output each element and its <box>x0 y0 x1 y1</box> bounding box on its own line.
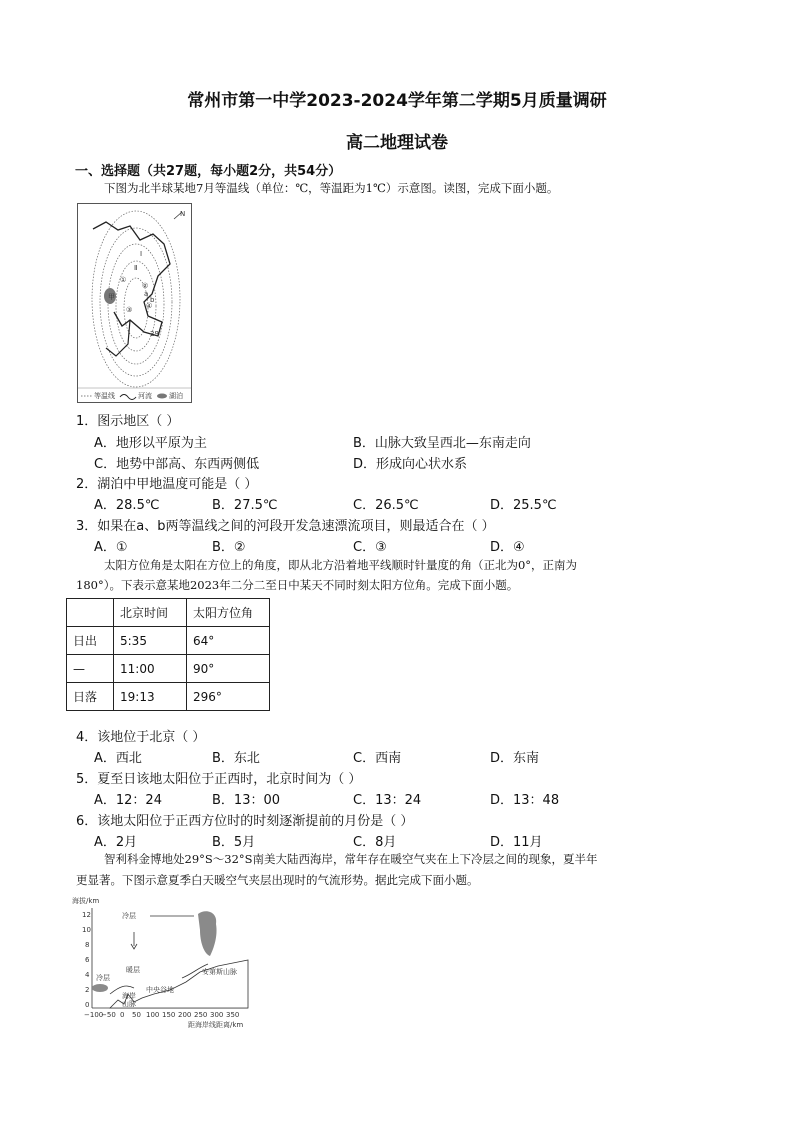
q5-option-a[interactable]: A．12：24 <box>94 793 162 808</box>
q2-option-d[interactable]: D．25.5℃ <box>490 498 557 513</box>
q2-option-c[interactable]: C．26.5℃ <box>353 498 419 513</box>
table-cell: 90° <box>187 655 270 683</box>
page-subtitle: 高二地理试卷 <box>346 133 448 153</box>
table-cell: 11:00 <box>114 655 187 683</box>
intro-paragraph-1: 下图为北半球某地7月等温线（单位：℃，等温距为1℃）示意图。读图，完成下面小题。 <box>104 181 559 195</box>
q1-option-d[interactable]: D．形成向心状水系 <box>353 457 468 472</box>
x-tick-label: 150 <box>162 1011 176 1019</box>
y-tick-label: 10 <box>82 926 91 934</box>
question-2: 2．湖泊中甲地温度可能是（ ） <box>76 477 258 492</box>
q2-option-b[interactable]: B．27.5℃ <box>212 498 278 513</box>
question-4: 4．该地位于北京（ ） <box>76 730 206 745</box>
y-tick-label: 0 <box>85 1001 90 1009</box>
map-label-ii: Ⅱ <box>134 264 138 272</box>
warm-layer-label: 暖层 <box>126 966 140 974</box>
map-label-4: ④ <box>146 302 153 310</box>
legend-river-label: 河流 <box>138 392 152 400</box>
table-cell: 日落 <box>67 683 114 711</box>
question-6: 6．该地太阳位于正西方位时的时刻逐渐提前的月份是（ ） <box>76 814 414 829</box>
intro-paragraph-2-line2: 180°）。下表示意某地2023年二分二至日中某天不同时刻太阳方位角。完成下面小题。 <box>76 578 519 592</box>
isotherm-map <box>77 203 192 403</box>
isotherm-map-svg <box>78 204 191 402</box>
table-cell: 19:13 <box>114 683 187 711</box>
q1-option-a[interactable]: A．地形以平原为主 <box>94 436 207 451</box>
andes-label: 安第斯山脉 <box>202 968 237 976</box>
legend-river-icon <box>120 395 136 400</box>
x-tick-label: 50 <box>132 1011 141 1019</box>
q1-option-c[interactable]: C．地势中部高、东西两侧低 <box>94 457 260 472</box>
q6-option-d[interactable]: D．11月 <box>490 835 543 850</box>
river-line <box>93 222 170 336</box>
table-cell: 64° <box>187 627 270 655</box>
question-1: 1．图示地区（ ） <box>76 414 180 429</box>
map-label-1: ① <box>120 276 127 284</box>
question-3: 3．如果在a、b两等温线之间的河段开发急速漂流项目，则最适合在（ ） <box>76 519 495 534</box>
lower-cold-air-mass <box>92 984 108 992</box>
q3-option-b[interactable]: B．② <box>212 540 246 555</box>
airflow-figure-svg <box>70 894 250 1030</box>
q6-option-a[interactable]: A．2月 <box>94 835 138 850</box>
q5-option-d[interactable]: D．13：48 <box>490 793 560 808</box>
q2-option-a[interactable]: A．28.5℃ <box>94 498 160 513</box>
q3-option-d[interactable]: D．④ <box>490 540 525 555</box>
table-row <box>67 627 270 655</box>
x-tick-label: 250 <box>194 1011 208 1019</box>
map-label-29: 29 <box>150 330 159 338</box>
table-cell: 日出 <box>67 627 114 655</box>
x-tick-label: 300 <box>210 1011 224 1019</box>
table-cell: 5:35 <box>114 627 187 655</box>
upper-cold-air-mass <box>198 911 217 956</box>
q3-option-c[interactable]: C．③ <box>353 540 387 555</box>
q6-option-c[interactable]: C．8月 <box>353 835 397 850</box>
table-cell: 296° <box>187 683 270 711</box>
section-heading: 一、选择题（共27题，每小题2分，共54分） <box>75 164 342 179</box>
coastal-mountain-label: 山脉 <box>122 1000 136 1008</box>
y-tick-label: 8 <box>85 941 90 949</box>
q5-option-c[interactable]: C．13：24 <box>353 793 422 808</box>
north-label: N <box>180 210 186 218</box>
cold-layer-lower-label: 冷层 <box>96 974 110 982</box>
map-label-b: b <box>150 296 155 304</box>
table-header-cell: 北京时间 <box>114 599 187 627</box>
map-label-jia: 甲 <box>108 293 115 301</box>
q6-option-b[interactable]: B．5月 <box>212 835 256 850</box>
x-tick-label: 200 <box>178 1011 192 1019</box>
y-tick-label: 12 <box>82 911 91 919</box>
q1-option-b[interactable]: B．山脉大致呈西北—东南走向 <box>353 436 531 451</box>
q4-option-d[interactable]: D．东南 <box>490 751 540 766</box>
sun-azimuth-table <box>66 598 270 711</box>
x-tick-label: −100 <box>84 1011 104 1019</box>
map-label-a: a <box>144 290 149 298</box>
question-5: 5．夏至日该地太阳位于正西时，北京时间为（ ） <box>76 772 362 787</box>
q4-option-b[interactable]: B．东北 <box>212 751 260 766</box>
table-header-cell: 太阳方位角 <box>187 599 270 627</box>
table-header-cell <box>67 599 114 627</box>
central-valley-label: 中央谷地 <box>146 986 174 994</box>
x-tick-label: −50 <box>101 1011 116 1019</box>
intro-paragraph-3-line2: 更显著。下图示意夏季白天暖空气夹层出现时的气流形势。据此完成下面小题。 <box>76 873 479 887</box>
legend-lake-label: 湖泊 <box>169 392 183 400</box>
table-header-row <box>67 599 270 627</box>
q4-option-a[interactable]: A．西北 <box>94 751 142 766</box>
legend-isotherm-label: 等温线 <box>94 392 115 400</box>
legend-lake-icon <box>157 394 167 399</box>
table-row <box>67 655 270 683</box>
coastal-label: 海岸 <box>122 992 136 1000</box>
table-row <box>67 683 270 711</box>
map-label-3: ③ <box>126 306 133 314</box>
intro-paragraph-3-line1: 智利科金博地处29°S～32°S南美大陆西海岸，常年存在暖空气夹在上下冷层之间的现象，夏半年 <box>104 852 598 866</box>
q3-option-a[interactable]: A．① <box>94 540 128 555</box>
q4-option-c[interactable]: C．西南 <box>353 751 402 766</box>
intro-paragraph-2-line1: 太阳方位角是太阳在方位上的角度，即从北方沿着地平线顺时针量度的角（正北为0°，正南为 <box>104 558 578 572</box>
x-tick-label: 0 <box>120 1011 125 1019</box>
x-tick-label: 350 <box>226 1011 240 1019</box>
x-axis-label: 距海岸线距离/km <box>188 1021 244 1029</box>
airflow-figure <box>70 894 250 1030</box>
y-axis-label: 海拔/km <box>72 897 100 905</box>
y-tick-label: 6 <box>85 956 90 964</box>
map-label-i: Ⅰ <box>140 250 143 258</box>
y-tick-label: 4 <box>85 971 90 979</box>
table-cell: — <box>67 655 114 683</box>
cold-layer-upper-label: 冷层 <box>122 912 136 920</box>
q5-option-b[interactable]: B．13：00 <box>212 793 281 808</box>
x-tick-label: 100 <box>146 1011 160 1019</box>
page-title: 常州市第一中学2023-2024学年第二学期5月质量调研 <box>187 91 607 111</box>
y-tick-label: 2 <box>85 986 90 994</box>
map-label-2: ② <box>142 282 149 290</box>
